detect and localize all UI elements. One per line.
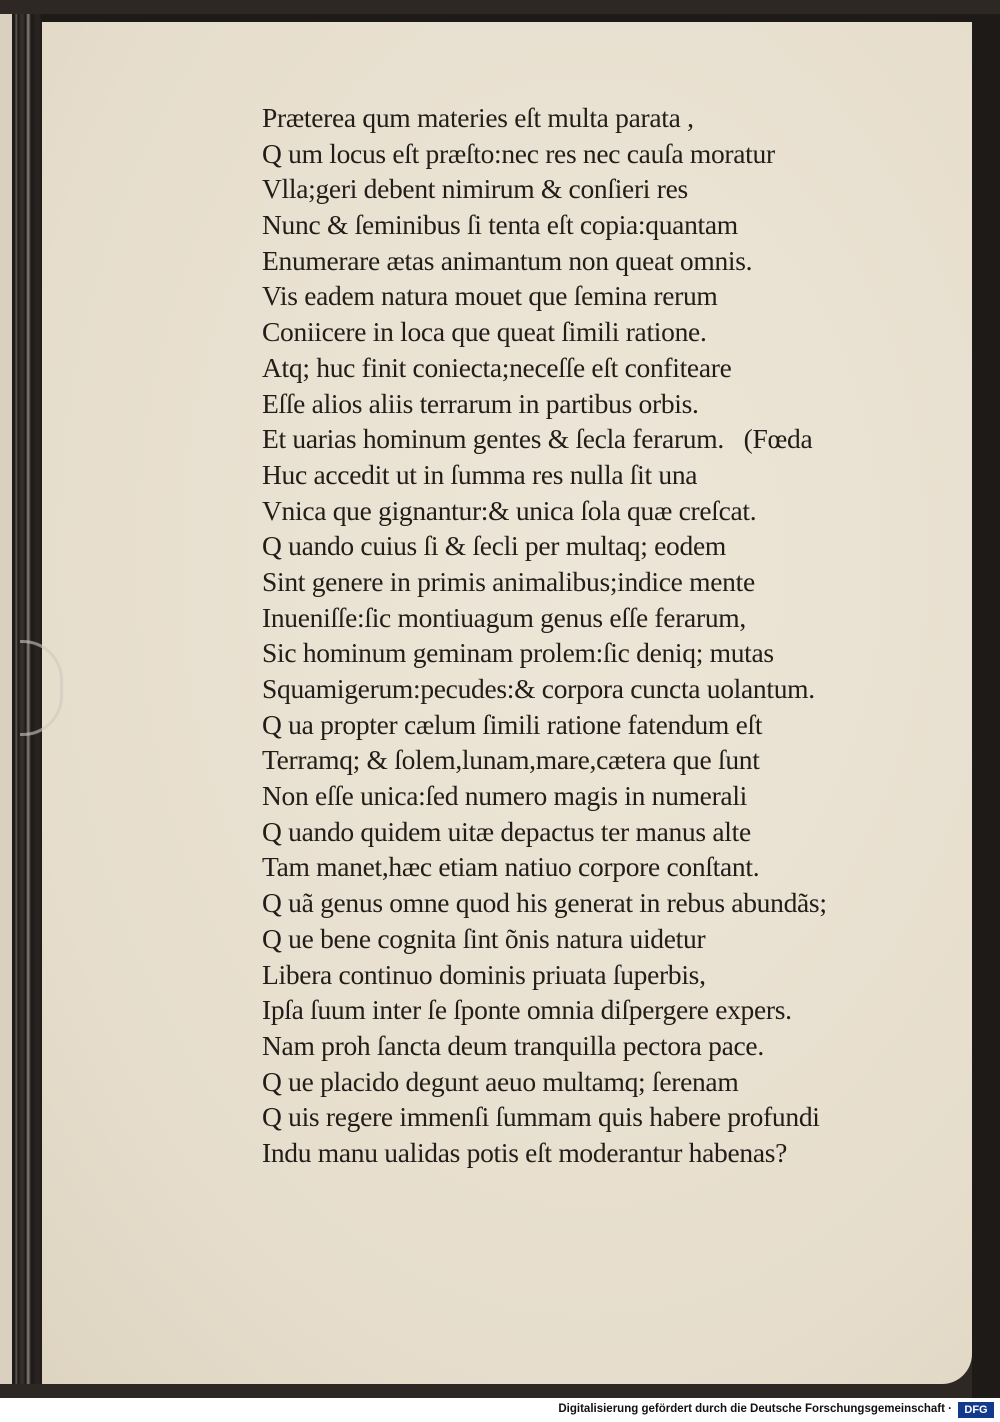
text-line: Eſſe alios aliis terrarum in partibus orbis. (262, 387, 699, 419)
text-line: Squamigerum:pecudes:& corpora cuncta uolantum. (262, 673, 815, 704)
text-line: Non eſſe unica:ſed numero magis in numerali (262, 780, 748, 812)
footer (0, 1398, 1000, 1422)
text-line: Sint genere in primis animalibus;indice mente (262, 565, 755, 597)
page-right-edge (972, 14, 1000, 1398)
text-line: Nam proh ſancta deum tranquilla pectora pace. (262, 1029, 764, 1061)
page-top-shadow (12, 14, 972, 22)
text-line: Q ue placido degunt aeuo multamq; ſerenam (262, 1065, 739, 1097)
text-line: Libera continuo dominis priuata ſuperbis, (262, 958, 706, 990)
text-line: Atq; huc finit coniecta;neceſſe eſt confiteare (262, 351, 732, 383)
text-line: Præterea qum materies eſt multa parata , (262, 102, 694, 133)
facing-page-edge (0, 14, 12, 1384)
page-text (262, 100, 827, 1171)
text-line: Et uarias hominum gentes & ſecla ferarum. (Fœda (262, 423, 813, 455)
text-line: Q uã genus omne quod his generat in rebus abundãs; (262, 887, 827, 919)
text-line: Ipſa ſuum inter ſe ſponte omnia diſpergere expers. (262, 994, 792, 1026)
dfg-logo: DFG (958, 1402, 994, 1418)
text-line: Q ue bene cognita ſint õnis natura uidetur (262, 922, 706, 954)
text-line: Q uando cuius ſi & ſecli per multaq; eodem (262, 530, 726, 562)
text-line: Q um locus eſt præſto:nec res nec cauſa moratur (262, 137, 775, 169)
text-line: Q uis regere immenſi ſummam quis habere profundi (262, 1101, 820, 1133)
text-line: Indu manu ualidas potis eſt moderantur habenas? (262, 1136, 788, 1168)
text-line: Tam manet,hæc etiam natiuo corpore conſtant. (262, 851, 760, 883)
text-line: Enumerare ætas animantum non queat omnis. (262, 244, 753, 276)
text-line: Huc accedit ut in ſumma res nulla ſit una (262, 458, 698, 490)
text-line: Q ua propter cælum ſimili ratione fatendum eſt (262, 708, 763, 740)
text-line: Sic hominum geminam prolem:ſic deniq; mutas (262, 637, 774, 669)
text-line: Inueniſſe:ſic montiuagum genus eſſe ferarum, (262, 601, 746, 633)
text-line: Terramq; & ſolem,lunam,mare,cætera que ſunt (262, 744, 760, 776)
text-line: Q uando quidem uitæ depactus ter manus alte (262, 815, 751, 847)
text-line: Vlla;geri debent nimirum & conſieri res (262, 173, 688, 205)
text-line: Vis eadem natura mouet que ſemina rerum (262, 280, 718, 312)
text-line: Coniicere in loca que queat ſimili ratione. (262, 316, 707, 348)
footer-credit: Digitalisierung gefördert durch die Deutsche Forschungsgemeinschaft · (558, 1403, 952, 1415)
text-line: Nunc & ſeminibus ſi tenta eſt copia:quantam (262, 209, 738, 241)
text-line: Vnica que gignantur:& unica ſola quæ creſcat. (262, 494, 757, 526)
